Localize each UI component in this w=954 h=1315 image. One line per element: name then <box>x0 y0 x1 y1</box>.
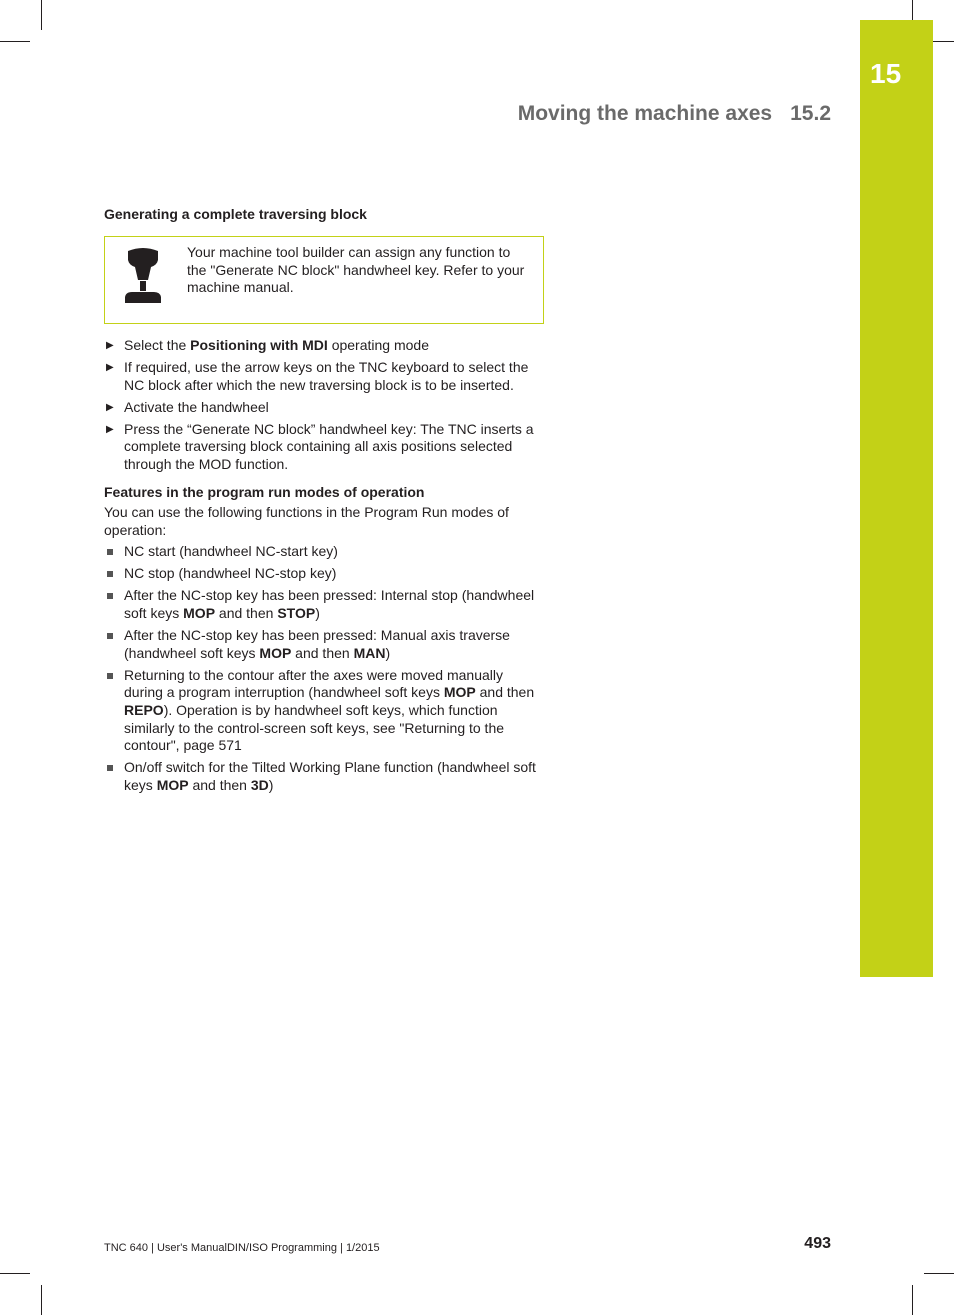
arrow-bullet-icon: ▶ <box>106 401 114 413</box>
crop-mark <box>0 41 30 42</box>
feature-list <box>104 543 544 795</box>
list-item: ▶ Press the “Generate NC block” handwheel key: The TNC inserts a complete traversing block containing all axis positions selected through the MOD function. <box>106 420 534 473</box>
main-content <box>104 204 544 799</box>
section-heading: Generating a complete traversing block <box>104 206 367 222</box>
crop-mark <box>912 1285 913 1315</box>
soft-key-name: MOP <box>443 684 476 701</box>
chapter-number: 15 <box>870 58 902 89</box>
arrow-bullet-icon: ▶ <box>106 362 114 373</box>
soft-key-name: MOP <box>156 777 189 794</box>
header-section: 15.2 <box>790 102 831 125</box>
crop-mark <box>0 1273 30 1274</box>
crop-mark <box>924 1273 954 1274</box>
list-item: ▶ If required, use the arrow keys on the TNC keyboard to select the NC block after which the new traversing block is to be inserted. <box>106 359 529 393</box>
square-bullet-icon <box>107 549 113 555</box>
section-heading: Features in the program run modes of operation <box>104 483 425 500</box>
hand-note-icon <box>123 247 163 303</box>
arrow-bullet-icon: ▶ <box>106 423 114 435</box>
square-bullet-icon <box>107 633 113 639</box>
square-bullet-icon <box>107 673 113 679</box>
square-bullet-icon <box>107 593 113 599</box>
crop-mark <box>41 1285 42 1315</box>
soft-key-name: MOP <box>259 644 292 661</box>
step-list <box>104 337 544 474</box>
soft-key-name: REPO <box>124 702 164 719</box>
list-item: On/off switch for the Tilted Working Plane function (handwheel soft keys MOP and then 3D) <box>104 759 544 794</box>
soft-key-name: MAN <box>353 644 386 661</box>
list-item: ▶ Activate the handwheel <box>106 398 269 415</box>
note-box <box>104 236 544 324</box>
running-header <box>518 102 831 126</box>
square-bullet-icon <box>107 765 113 771</box>
arrow-bullet-icon: ▶ <box>106 340 114 351</box>
soft-key-name: STOP <box>277 604 316 621</box>
soft-key-name: 3D <box>250 777 269 794</box>
square-bullet-icon <box>107 571 113 577</box>
header-title: Moving the machine axes <box>517 102 773 125</box>
soft-key-name: MOP <box>183 604 216 621</box>
page-number: 493 <box>804 1235 831 1252</box>
operating-mode-name: Positioning with MDI <box>190 337 328 353</box>
list-item: After the NC-stop key has been pressed: Internal stop (handwheel soft keys MOP and then STOP) <box>104 587 544 622</box>
chapter-tab <box>860 20 933 977</box>
list-item: NC start (handwheel NC-start key) <box>104 543 544 561</box>
list-item: NC stop (handwheel NC-stop key) <box>104 565 544 583</box>
list-item: After the NC-stop key has been pressed: Manual axis traverse (handwheel soft keys MOP and then MAN) <box>104 627 544 662</box>
list-item: ▶ Select the Positioning with MDI operating mode <box>106 337 429 353</box>
note-text: Your machine tool builder can assign any function to the "Generate NC block" handwheel key. Refer to your machine manual. <box>187 244 525 296</box>
intro-paragraph: You can use the following functions in the Program Run modes of operation: <box>104 503 509 538</box>
crop-mark <box>912 0 913 20</box>
footer-text: TNC 640 | User's ManualDIN/ISO Programming | 1/2015 <box>104 1242 380 1254</box>
list-item: Returning to the contour after the axes were moved manually during a program interruption (handwheel soft keys MOP and then REPO). Operation is by handwheel soft keys, which function similarly to the control-screen soft keys, see "Returning to the contour", page 571 <box>104 667 544 756</box>
crop-mark <box>41 0 42 30</box>
